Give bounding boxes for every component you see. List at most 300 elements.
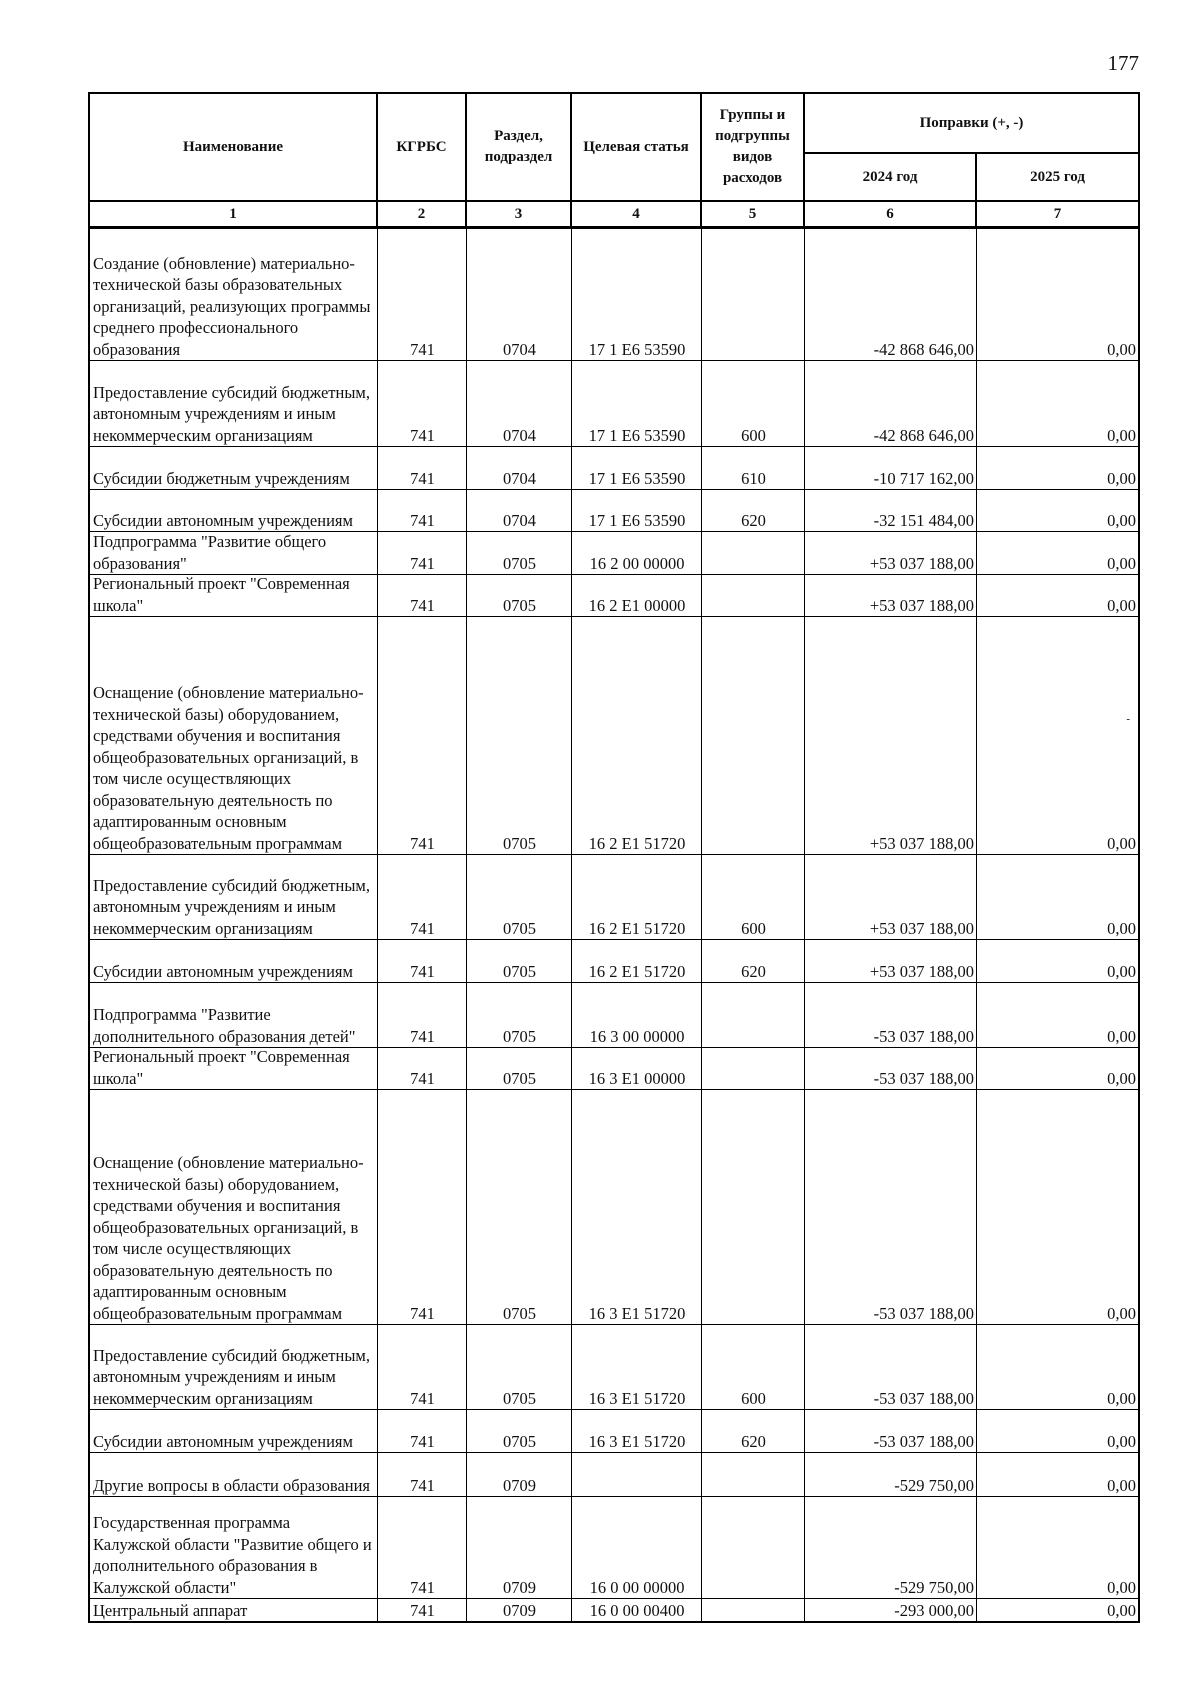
kgrbs-value: 741: [410, 1026, 435, 1046]
section-cell: [467, 361, 572, 446]
name-line: дополнительного образования детей": [93, 1026, 356, 1046]
target-article-value: 16 0 00 00000: [589, 1577, 685, 1597]
name-line: технической базы) оборудованием,: [93, 1174, 340, 1194]
table-row: [90, 617, 1138, 855]
target-article-value: 16 3 E1 00000: [588, 1068, 686, 1088]
expense-group-cell: [702, 940, 805, 982]
amount-2024-value: +53 037 188,00: [869, 553, 974, 573]
expense-group-cell: [702, 1599, 805, 1621]
column-header-section-line: подраздел: [484, 149, 553, 165]
section-value: 0709: [503, 1475, 536, 1495]
kgrbs-cell: [378, 1497, 467, 1598]
amount-2025-value: 0,00: [1107, 1475, 1136, 1495]
table-row: [90, 1497, 1138, 1599]
kgrbs-value: 741: [410, 1475, 435, 1495]
name-cell: [90, 1599, 378, 1621]
amount-2024-value: -53 037 188,00: [873, 1388, 974, 1408]
expense-group-cell: [702, 229, 805, 360]
amount-2024-value: -529 750,00: [894, 1577, 974, 1597]
target-article-value: 17 1 E6 53590: [588, 425, 686, 445]
section-cell: [467, 855, 572, 939]
kgrbs-cell: [378, 532, 467, 574]
amount-2025-cell: [977, 1410, 1138, 1452]
column-number: 6: [805, 202, 977, 226]
name-cell: [90, 940, 378, 982]
kgrbs-value: 741: [410, 468, 435, 488]
amount-2025-value: 0,00: [1107, 1600, 1136, 1620]
table-row: [90, 940, 1138, 983]
name-line: адаптированным основным: [93, 1282, 287, 1301]
name-line: образования": [93, 553, 187, 573]
name-line: общеобразовательных организаций, в: [93, 747, 359, 767]
section-cell: [467, 532, 572, 574]
kgrbs-value: 741: [410, 961, 435, 981]
section-value: 0705: [503, 553, 536, 573]
expense-group-cell: [702, 532, 805, 574]
section-cell: [467, 447, 572, 489]
amount-2024-cell: [805, 575, 977, 616]
target-article-cell: [572, 490, 702, 531]
table-row: [90, 490, 1138, 532]
name-line: Предоставление субсидий бюджетным,: [93, 875, 370, 895]
name-line: Субсидии автономным учреждениям: [93, 961, 353, 981]
expense-group-cell: [702, 1325, 805, 1409]
amount-2024-cell: [805, 1410, 977, 1452]
amount-2025-value: 0,00: [1107, 1303, 1136, 1323]
amount-2024-cell: [805, 1048, 977, 1089]
section-value: 0704: [503, 468, 536, 488]
kgrbs-value: 741: [410, 1068, 435, 1088]
target-article-cell: [572, 447, 702, 489]
table-row: [90, 983, 1138, 1048]
name-line: технической базы) оборудованием,: [93, 704, 340, 724]
target-article-cell: [572, 1090, 702, 1324]
target-article-value: 17 1 E6 53590: [588, 510, 686, 530]
expense-group-cell: [702, 490, 805, 531]
target-article-value: 16 2 E1 51720: [588, 918, 686, 938]
kgrbs-cell: [378, 229, 467, 360]
amount-2025-cell: [977, 983, 1138, 1047]
section-value: 0705: [503, 1026, 536, 1046]
kgrbs-cell: [378, 855, 467, 939]
section-cell: [467, 617, 572, 854]
name-cell: [90, 983, 378, 1047]
target-article-cell: [572, 229, 702, 360]
amount-2025-cell: [977, 361, 1138, 446]
expense-group-cell: [702, 361, 805, 446]
kgrbs-value: 741: [410, 1600, 435, 1620]
amount-2024-value: -53 037 188,00: [873, 1026, 974, 1046]
amount-2025-cell: [977, 1599, 1138, 1621]
column-header-kgrbs-label: КГРБС: [396, 138, 447, 155]
target-article-cell: [572, 1599, 702, 1621]
kgrbs-value: 741: [410, 833, 435, 853]
name-cell: [90, 575, 378, 616]
kgrbs-value: 741: [410, 918, 435, 938]
name-line: общеобразовательным программам: [93, 833, 343, 853]
amount-2024-cell: [805, 229, 977, 360]
target-article-cell: [572, 1453, 702, 1496]
page-number: 177: [1107, 51, 1139, 75]
target-article-value: 16 0 00 00400: [589, 1600, 685, 1620]
table-row: [90, 1599, 1138, 1621]
kgrbs-value: 741: [410, 510, 435, 530]
name-line: технической базы образовательных: [93, 275, 343, 294]
section-value: 0705: [503, 1388, 536, 1408]
amount-2025-value: 0,00: [1107, 1431, 1136, 1451]
kgrbs-cell: [378, 1599, 467, 1621]
amount-2025-cell: [977, 447, 1138, 489]
name-line: Региональный проект "Современная: [93, 574, 350, 593]
name-line: Подпрограмма "Развитие: [93, 1005, 271, 1024]
kgrbs-cell: [378, 1453, 467, 1496]
target-article-cell: [572, 855, 702, 939]
name-line: автономным учреждениям и иным: [93, 404, 336, 423]
section-value: 0705: [503, 595, 536, 615]
name-cell: [90, 490, 378, 531]
amount-2024-value: +53 037 188,00: [869, 595, 974, 615]
column-header-section: [467, 94, 572, 200]
target-article-value: 17 1 E6 53590: [588, 339, 686, 359]
name-line: Подпрограмма "Развитие общего: [93, 532, 327, 551]
name-line: дополнительного образования в: [93, 1556, 318, 1575]
expense-group-cell: [702, 617, 805, 854]
amount-2025-cell: [977, 575, 1138, 616]
section-value: 0705: [503, 1303, 536, 1323]
amount-2024-value: -42 868 646,00: [873, 339, 974, 359]
column-header-year-2024: [805, 154, 977, 200]
kgrbs-value: 741: [410, 339, 435, 359]
amount-2025-cell: [977, 1453, 1138, 1496]
kgrbs-cell: [378, 361, 467, 446]
name-cell: [90, 1048, 378, 1089]
section-value: 0705: [503, 918, 536, 938]
name-cell: [90, 855, 378, 939]
amount-2025-value: 0,00: [1107, 1388, 1136, 1408]
name-line: Субсидии автономным учреждениям: [93, 1431, 353, 1451]
name-line: Предоставление субсидий бюджетным,: [93, 382, 370, 402]
kgrbs-cell: [378, 940, 467, 982]
section-cell: [467, 1090, 572, 1324]
expense-group-value: 600: [741, 1388, 766, 1408]
kgrbs-cell: [378, 983, 467, 1047]
name-cell: [90, 532, 378, 574]
column-number: 5: [702, 202, 805, 226]
name-line: Оснащение (обновление материально-: [93, 1153, 364, 1172]
column-header-groups-line: подгруппы: [715, 128, 790, 144]
table-header: [90, 94, 1138, 202]
section-cell: [467, 940, 572, 982]
table-row: [90, 447, 1138, 490]
target-article-value: 16 2 E1 51720: [588, 961, 686, 981]
name-line: Калужской области "Развитие общего и: [93, 1534, 372, 1554]
amount-2024-value: +53 037 188,00: [869, 833, 974, 853]
name-line: Субсидии автономным учреждениям: [93, 510, 353, 530]
amount-2024-cell: [805, 855, 977, 939]
target-article-value: 17 1 E6 53590: [588, 468, 686, 488]
name-cell: [90, 447, 378, 489]
target-article-value: 16 2 00 00000: [589, 553, 685, 573]
column-number: 3: [467, 202, 572, 226]
table-row: [90, 575, 1138, 617]
kgrbs-cell: [378, 1090, 467, 1324]
target-article-cell: [572, 983, 702, 1047]
kgrbs-value: 741: [410, 1388, 435, 1408]
table-body: [90, 229, 1138, 1621]
table-row: [90, 361, 1138, 447]
amount-2025-cell: [977, 1048, 1138, 1089]
section-value: 0704: [503, 339, 536, 359]
name-line: автономным учреждениям и иным: [93, 897, 336, 916]
amount-2025-cell: [977, 1325, 1138, 1409]
amount-2024-value: -53 037 188,00: [873, 1303, 974, 1323]
column-header-section-line: Раздел,: [494, 128, 543, 144]
kgrbs-cell: [378, 1325, 467, 1409]
amount-2024-value: -293 000,00: [894, 1600, 974, 1620]
section-value: 0709: [503, 1600, 536, 1620]
expense-group-cell: [702, 855, 805, 939]
target-article-value: 16 2 E1 51720: [588, 833, 686, 853]
table-row: [90, 855, 1138, 940]
column-header-amendments-label: Поправки (+, -): [919, 114, 1024, 131]
expense-group-value: 620: [741, 510, 766, 530]
column-header-year-2025-label: 2025 год: [1030, 168, 1085, 185]
column-numbers-row: [90, 202, 1138, 229]
amount-2025-cell: [977, 1497, 1138, 1598]
target-article-value: 16 2 E1 00000: [588, 595, 686, 615]
column-header-kgrbs: [378, 94, 467, 200]
name-line: Государственная программа: [93, 1513, 291, 1532]
name-cell: [90, 1453, 378, 1496]
section-value: 0705: [503, 1068, 536, 1088]
target-article-cell: [572, 1325, 702, 1409]
kgrbs-value: 741: [410, 1431, 435, 1451]
amount-2024-cell: [805, 490, 977, 531]
target-article-cell: [572, 1048, 702, 1089]
expense-group-cell: [702, 1453, 805, 1496]
amount-2024-cell: [805, 532, 977, 574]
amount-2025-value: 0,00: [1107, 1577, 1136, 1597]
amount-2025-cell: [977, 490, 1138, 531]
amount-2024-cell: [805, 940, 977, 982]
amount-2025-value: 0,00: [1107, 468, 1136, 488]
amount-2024-cell: [805, 447, 977, 489]
column-header-expense-groups: [702, 94, 805, 200]
column-header-target-label: Целевая статья: [583, 138, 689, 155]
column-header-groups-line: видов: [732, 149, 773, 165]
target-article-cell: [572, 940, 702, 982]
kgrbs-value: 741: [410, 425, 435, 445]
name-cell: [90, 1497, 378, 1598]
expense-group-cell: [702, 447, 805, 489]
table-row: [90, 532, 1138, 575]
table-row: [90, 1325, 1138, 1410]
amount-2025-value: 0,00: [1107, 595, 1136, 615]
section-cell: [467, 575, 572, 616]
expense-group-cell: [702, 1048, 805, 1089]
expense-group-value: 620: [741, 961, 766, 981]
column-number: 2: [378, 202, 467, 226]
target-article-cell: [572, 532, 702, 574]
amount-2024-value: -32 151 484,00: [873, 510, 974, 530]
name-cell: [90, 1090, 378, 1324]
section-cell: [467, 229, 572, 360]
amount-2025-cell: [977, 855, 1138, 939]
name-line: Центральный аппарат: [93, 1600, 248, 1620]
target-article-value: 16 3 E1 51720: [588, 1388, 686, 1408]
section-cell: [467, 1453, 572, 1496]
name-line: среднего профессионального: [93, 318, 299, 337]
name-line: том числе осуществляющих: [93, 1239, 292, 1258]
amount-2024-value: +53 037 188,00: [869, 918, 974, 938]
name-cell: [90, 1410, 378, 1452]
name-cell: [90, 361, 378, 446]
name-line: образовательную деятельность по: [93, 1260, 333, 1280]
target-article-cell: [572, 575, 702, 616]
target-article-value: 16 3 00 00000: [589, 1026, 685, 1046]
amount-2025-cell: [977, 617, 1138, 854]
column-header-amendments: [805, 94, 1138, 154]
amount-2024-value: -42 868 646,00: [873, 425, 974, 445]
kgrbs-value: 741: [410, 1577, 435, 1597]
name-line: том числе осуществляющих: [93, 769, 292, 788]
amount-2024-value: -53 037 188,00: [873, 1431, 974, 1451]
amount-2025-value: 0,00: [1107, 833, 1136, 853]
amount-2024-cell: [805, 1325, 977, 1409]
name-line: Создание (обновление) материально-: [93, 253, 355, 273]
name-line: общеобразовательным программам: [93, 1303, 343, 1323]
name-line: школа": [93, 595, 144, 615]
table-row: [90, 1410, 1138, 1453]
amount-2024-cell: [805, 617, 977, 854]
amount-2025-value: 0,00: [1107, 918, 1136, 938]
kgrbs-cell: [378, 447, 467, 489]
section-cell: [467, 983, 572, 1047]
table-row: [90, 229, 1138, 361]
expense-group-value: 620: [741, 1431, 766, 1451]
expense-group-cell: [702, 1090, 805, 1324]
section-value: 0705: [503, 833, 536, 853]
column-number: 7: [1053, 206, 1062, 222]
amount-2025-cell: [977, 532, 1138, 574]
name-line: организаций, реализующих программы: [93, 296, 371, 316]
amount-2024-cell: [805, 1599, 977, 1621]
amount-2025-value: 0,00: [1107, 553, 1136, 573]
column-header-groups-line: расходов: [722, 170, 783, 186]
section-cell: [467, 1599, 572, 1621]
amount-2025-value: 0,00: [1107, 339, 1136, 359]
name-line: адаптированным основным: [93, 812, 287, 831]
kgrbs-value: 741: [410, 553, 435, 573]
name-line: средствами обучения и воспитания: [93, 1196, 341, 1215]
section-value: 0704: [503, 425, 536, 445]
name-line: образовательную деятельность по: [93, 790, 333, 810]
amount-2025-value: 0,00: [1107, 425, 1136, 445]
amount-2024-cell: [805, 1497, 977, 1598]
amount-2025-cell: [977, 229, 1138, 360]
name-line: образования: [93, 339, 181, 359]
section-value: 0705: [503, 1431, 536, 1451]
table-row: [90, 1090, 1138, 1325]
table-row: [90, 1048, 1138, 1090]
section-cell: [467, 1410, 572, 1452]
amount-2025-value: 0,00: [1107, 961, 1136, 981]
kgrbs-cell: [378, 575, 467, 616]
name-line: средствами обучения и воспитания: [93, 726, 341, 745]
target-article-cell: [572, 1410, 702, 1452]
expense-group-cell: [702, 575, 805, 616]
name-line: автономным учреждениям и иным: [93, 1367, 336, 1386]
section-value: 0704: [503, 510, 536, 530]
name-line: Другие вопросы в области образования: [93, 1475, 371, 1495]
column-header-year-2024-label: 2024 год: [862, 168, 918, 185]
target-article-value: 16 3 E1 51720: [588, 1303, 686, 1323]
name-line: некоммерческим организациям: [93, 1388, 313, 1408]
name-cell: [90, 1325, 378, 1409]
amount-2025-cell: [977, 940, 1138, 982]
section-cell: [467, 1325, 572, 1409]
amount-2024-cell: [805, 361, 977, 446]
expense-group-cell: [702, 983, 805, 1047]
kgrbs-cell: [378, 1410, 467, 1452]
amount-2024-value: -53 037 188,00: [873, 1068, 974, 1088]
name-cell: [90, 617, 378, 854]
amount-2024-cell: [805, 1453, 977, 1496]
expense-group-value: 600: [741, 425, 766, 445]
amount-2024-cell: [805, 1090, 977, 1324]
kgrbs-value: 741: [410, 595, 435, 615]
amount-2024-value: +53 037 188,00: [869, 961, 974, 981]
target-article-value: 16 3 E1 51720: [588, 1431, 686, 1451]
column-header-groups-line: Группы и: [719, 107, 786, 123]
name-line: Калужской области": [93, 1577, 237, 1597]
expense-group-value: 600: [741, 918, 766, 938]
name-line: некоммерческим организациям: [93, 425, 313, 445]
amount-2024-value: -529 750,00: [894, 1475, 974, 1495]
column-header-name-label: Наименование: [183, 138, 283, 155]
stray-mark: -: [1126, 713, 1130, 725]
section-value: 0709: [503, 1577, 536, 1597]
name-line: Оснащение (обновление материально-: [93, 683, 364, 702]
name-cell: [90, 229, 378, 360]
amount-2024-value: -10 717 162,00: [873, 468, 974, 488]
section-cell: [467, 490, 572, 531]
kgrbs-cell: [378, 617, 467, 854]
expense-group-cell: [702, 1410, 805, 1452]
amount-2024-cell: [805, 983, 977, 1047]
amount-2025-value: 0,00: [1107, 510, 1136, 530]
budget-amendments-table: [88, 92, 1140, 1623]
amount-2025-cell: [977, 1090, 1138, 1324]
section-value: 0705: [503, 961, 536, 981]
target-article-cell: [572, 1497, 702, 1598]
name-line: общеобразовательных организаций, в: [93, 1217, 359, 1237]
expense-group-value: 610: [741, 468, 766, 488]
target-article-cell: [572, 361, 702, 446]
amount-2025-value: 0,00: [1107, 1068, 1136, 1088]
column-header-year-2025: [977, 154, 1138, 200]
name-line: Предоставление субсидий бюджетным,: [93, 1345, 370, 1365]
name-line: некоммерческим организациям: [93, 918, 313, 938]
column-header-name: [90, 94, 378, 200]
kgrbs-value: 741: [410, 1303, 435, 1323]
column-header-target-article: [572, 94, 702, 200]
table-row: [90, 1453, 1138, 1497]
target-article-cell: [572, 617, 702, 854]
name-line: Региональный проект "Современная: [93, 1047, 350, 1066]
column-number: 4: [572, 202, 702, 226]
name-line: школа": [93, 1068, 144, 1088]
